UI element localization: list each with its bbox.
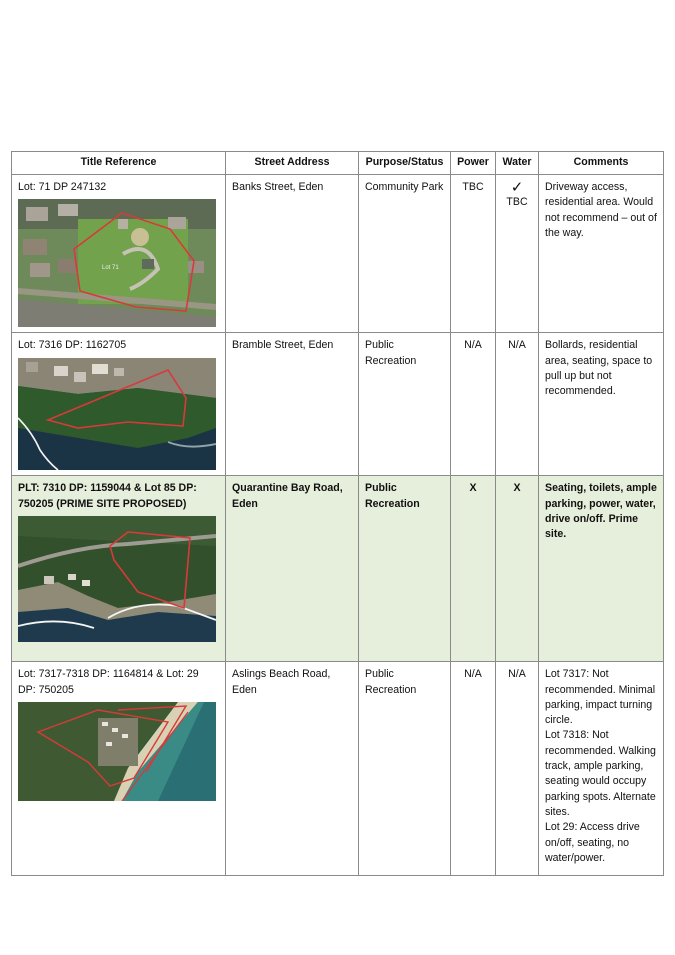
header-purpose-status: Purpose/Status (359, 152, 451, 175)
comments-cell (539, 662, 664, 876)
purpose-cell: Public Recreation (359, 333, 451, 476)
table-row (12, 662, 664, 876)
comments-cell: Driveway access, residential area. Would not recommend – out of the way. (539, 175, 664, 333)
header-comments: Comments (539, 152, 664, 175)
street-address-cell: Banks Street, Eden (226, 175, 359, 333)
water-cell: N/A (496, 333, 539, 476)
aerial-map-banks-street (18, 199, 216, 327)
table-row (12, 175, 664, 333)
aerial-map-aslings-beach (18, 702, 216, 801)
comment-lot-29: Lot 29: Access drive on/off, seating, no water/power. (545, 821, 640, 864)
street-address-cell: Bramble Street, Eden (226, 333, 359, 476)
header-street-address: Street Address (226, 152, 359, 175)
header-power: Power (451, 152, 496, 175)
title-reference-cell (12, 662, 226, 876)
header-title-reference: Title Reference (12, 152, 226, 175)
header-row (12, 152, 664, 175)
street-address-cell: Quarantine Bay Road, Eden (226, 476, 359, 662)
aerial-map-quarantine-bay (18, 516, 216, 642)
comment-lot-7318: Lot 7318: Not recommended. Walking track, ample parking, seating would occupy parking spots. Alternate sites. (545, 729, 656, 818)
water-cell: N/A (496, 662, 539, 876)
sites-table (11, 151, 664, 876)
table-row-prime-site (12, 476, 664, 662)
title-reference-cell (12, 175, 226, 333)
title-reference: PLT: 7310 DP: 1159044 & Lot 85 DP: 750205 (PRIME SITE PROPOSED) (18, 482, 197, 510)
purpose-cell: Public Recreation (359, 662, 451, 876)
table-row (12, 333, 664, 476)
water-cell: X (496, 476, 539, 662)
comments-cell: Seating, toilets, ample parking, power, water, drive on/off. Prime site. (539, 476, 664, 662)
check-icon: ✓ (510, 179, 524, 196)
street-address-cell: Aslings Beach Road, Eden (226, 662, 359, 876)
aerial-map-bramble-street (18, 358, 216, 470)
comment-lot-7317: Lot 7317: Not recommended. Minimal parking, impact turning circle. (545, 668, 656, 727)
purpose-cell: Public Recreation (359, 476, 451, 662)
power-cell: N/A (451, 333, 496, 476)
power-cell: TBC (451, 175, 496, 333)
comments-cell: Bollards, residential area, seating, space to pull up but not recommended. (539, 333, 664, 476)
title-reference: Lot: 71 DP 247132 (18, 181, 107, 193)
power-cell: N/A (451, 662, 496, 876)
title-reference-cell (12, 333, 226, 476)
header-water: Water (496, 152, 539, 175)
title-reference: Lot: 7317-7318 DP: 1164814 & Lot: 29 DP: 750205 (18, 668, 199, 696)
water-status: TBC (506, 196, 528, 208)
water-cell (496, 175, 539, 333)
purpose-cell: Community Park (359, 175, 451, 333)
title-reference-cell (12, 476, 226, 662)
svg-text:Lot 71: Lot 71 (102, 265, 119, 272)
title-reference: Lot: 7316 DP: 1162705 (18, 339, 127, 352)
power-cell: X (451, 476, 496, 662)
